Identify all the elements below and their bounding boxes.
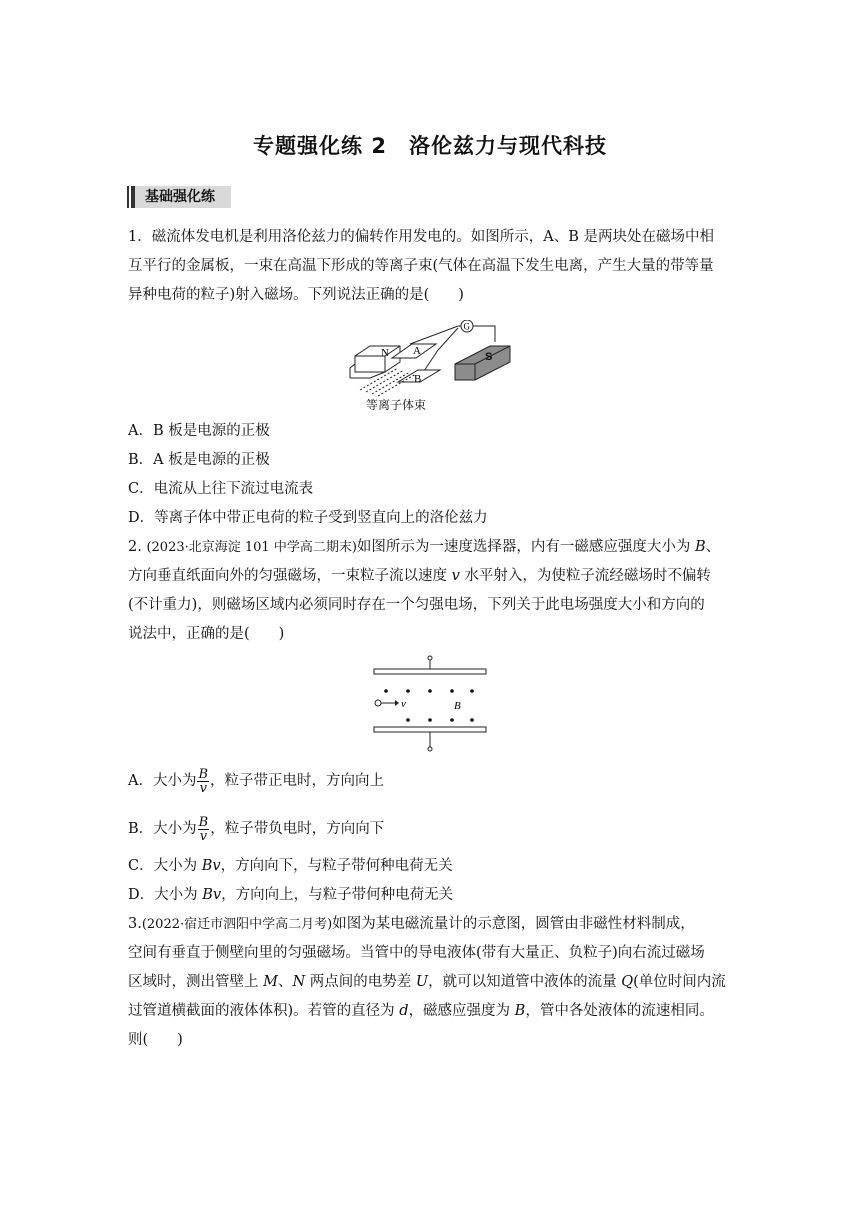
q2-option-c-var: Bv [201, 858, 221, 874]
q3-number: 3. [128, 916, 142, 932]
q3-text-3b: 、 [277, 974, 293, 990]
frac-denominator-2: v [199, 828, 208, 844]
q2-option-b [128, 814, 384, 844]
q2-option-d-post: ，方向向上，与粒子带何种电荷无关 [221, 887, 454, 903]
q2-stem-line-1 [128, 537, 720, 558]
q2-option-b-post: ，粒子带负电时，方向向下 [210, 821, 385, 837]
q1-option-b: B．A 板是电源的正极 [128, 452, 270, 468]
q2-number: 2. [128, 539, 147, 555]
q2-stem-text-2b: 水平射入，为使粒子流经磁场时不偏转 [459, 568, 711, 584]
frac-numerator: B [198, 766, 209, 782]
q3-var-q: Q [621, 974, 634, 990]
q1-option-a: A．B 板是电源的正极 [128, 423, 270, 439]
frac-denominator: v [199, 780, 207, 796]
label-s: S [485, 351, 493, 363]
q3-text-3a: 区域时，测出管壁上 [128, 974, 264, 990]
q2-option-d [128, 885, 453, 905]
q2-option-b-pre: B．大小为 [128, 821, 197, 837]
q1-option-d: D．等离子体中带正电荷的粒子受到竖直向上的洛伦兹力 [128, 510, 488, 526]
q3-text-4a: 过管道横截面的液体体积)。若管的直径为 [128, 1003, 400, 1019]
q3-text-4c: ，管中各处液体的流速相同。 [525, 1003, 714, 1019]
q2-stem-text: 如图所示为一速度选择器，内有一磁感应强度大小为 [356, 539, 696, 555]
q2-stem-text-2a: 方向垂直纸面向外的匀强磁场，一束粒子流以速度 [128, 568, 452, 584]
q1-stem-line-1: 1．磁流体发电机是利用洛伦兹力的偏转作用发电的。如图所示，A、B 是两块处在磁场中相 [128, 229, 714, 245]
q1-stem-line-2: 互平行的金属板，一束在高温下形成的等离子束(气体在高温下发生电离，产生大量的带等量 [128, 258, 714, 274]
q3-text-3c: 两点间的电势差 [305, 974, 416, 990]
bottom-plate-icon [374, 727, 486, 732]
q2-stem-line-2 [128, 566, 711, 586]
q2-option-a-pre: A．大小为 [128, 773, 197, 789]
q3-stem-text-1: 如图为某电磁流量计的示意图，圆管由非磁性材料制成， [332, 916, 695, 932]
q3-text-3e: (单位时间内流 [633, 974, 726, 990]
velocity-selector-figure [368, 655, 492, 753]
top-plate-icon [374, 669, 486, 674]
q3-stem-line-5: 则( ) [128, 1032, 183, 1048]
s-magnet-icon [455, 346, 510, 380]
label-a: A [413, 345, 421, 357]
fraction-b-over-v-2 [198, 816, 210, 843]
arrow-right-icon [395, 700, 399, 706]
fraction-b-over-v [197, 768, 209, 795]
section-label: 基础强化练 [131, 186, 231, 208]
q2-var-v: v [451, 568, 460, 584]
q2-comma: 、 [705, 539, 721, 555]
q3-stem-line-1 [128, 914, 695, 935]
label-v: v [401, 698, 406, 710]
frac-numerator-2: B [198, 814, 209, 830]
q1-stem-line-3: 异种电荷的粒子)射入磁场。下列说法正确的是( ) [128, 287, 464, 303]
q2-option-c [128, 856, 453, 876]
q3-var-n: N [292, 974, 306, 990]
q2-option-d-pre: D．大小为 [128, 887, 203, 903]
q2-option-a-post: ，粒子带正电时，方向向上 [210, 773, 385, 789]
q2-stem-line-4: 说法中，正确的是( ) [128, 626, 285, 642]
q3-var-u: U [415, 974, 429, 990]
label-n: N [381, 347, 389, 359]
q2-option-d-var: Bv [202, 887, 222, 903]
q3-stem-line-2: 空间有垂直于侧壁向里的匀强磁场。当管中的导电液体(带有大量正、负粒子)向右流过磁场 [128, 945, 705, 961]
q2-source: (2023·北京海淀 101 中学高二期末) [146, 540, 357, 555]
q2-option-c-post: ，方向向下，与粒子带何种电荷无关 [220, 858, 453, 874]
q3-stem-line-4 [128, 1001, 714, 1021]
label-b: B [414, 373, 422, 385]
label-b-field: B [454, 700, 461, 712]
q3-var-b: B [514, 1003, 526, 1019]
q2-option-a [128, 766, 384, 796]
q2-stem-line-3: (不计重力)，则磁场区域内必须同时存在一个匀强电场，下列关于此电场强度大小和方向的 [128, 597, 705, 613]
q1-option-c: C．电流从上往下流过电流表 [128, 481, 314, 497]
q2-option-c-pre: C．大小为 [128, 858, 202, 874]
q3-source: (2022·宿迁市泗阳中学高二月考) [141, 917, 333, 932]
q3-var-m: M [263, 974, 278, 990]
label-g: G [463, 321, 470, 332]
q1-figure-caption: 等离子体束 [366, 398, 427, 412]
q3-var-d: d [399, 1003, 409, 1019]
q3-stem-line-3 [128, 972, 726, 992]
page-title: 专题强化练 2 洛伦兹力与现代科技 [253, 134, 607, 158]
particle-icon [375, 700, 381, 706]
q3-text-4b: ，磁感应强度为 [408, 1003, 515, 1019]
q2-var-b: B [695, 539, 706, 555]
q3-text-3d: ，就可以知道管中液体的流量 [428, 974, 622, 990]
